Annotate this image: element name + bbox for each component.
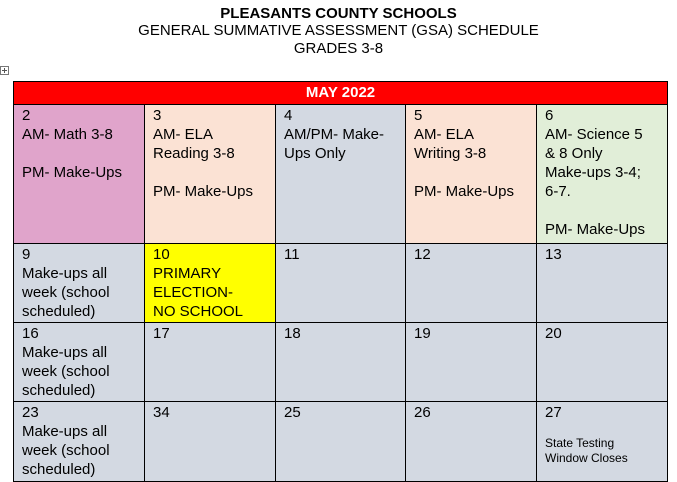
document-title: PLEASANTS COUNTY SCHOOLS: [220, 5, 457, 22]
day-cell-5: 5 AM- ELA Writing 3-8 PM- Make-Ups: [406, 105, 537, 244]
day-cell-20: 20: [537, 323, 668, 402]
day-cell-12: 12: [406, 244, 537, 323]
grades-label: GRADES 3-8: [293, 40, 384, 57]
day-cell-34: 34: [145, 402, 276, 482]
day-cell-4: 4 AM/PM- Make- Ups Only: [276, 105, 406, 244]
week-row: [14, 105, 668, 244]
month-title: MAY 2022: [14, 82, 668, 105]
day-cell-13: 13: [537, 244, 668, 323]
day-cell-23: 23 Make-ups all week (school scheduled): [14, 402, 145, 482]
week-row: [14, 323, 668, 402]
day-cell-19: 19: [406, 323, 537, 402]
day-cell-17: 17: [145, 323, 276, 402]
day-number: 27: [545, 404, 562, 421]
day-cell-16: 16 Make-ups all week (school scheduled): [14, 323, 145, 402]
day-cell-3: 3 AM- ELA Reading 3-8 PM- Make-Ups: [145, 105, 276, 244]
day-cell-6: 6 AM- Science 5 & 8 Only Make-ups 3-4; 6-7. PM- Make-Ups: [537, 105, 668, 244]
week-row: [14, 402, 668, 482]
day-cell-9: 9 Make-ups all week (school scheduled): [14, 244, 145, 323]
day-cell-11: 11: [276, 244, 406, 323]
day-cell-26: 26: [406, 402, 537, 482]
table-move-handle-icon[interactable]: [0, 66, 9, 75]
week-row: [14, 244, 668, 323]
day-cell-25: 25: [276, 402, 406, 482]
testing-window-note: State Testing Window Closes: [545, 436, 628, 465]
calendar-title-row: [14, 82, 668, 105]
day-cell-10: 10 PRIMARY ELECTION- NO SCHOOL: [145, 244, 276, 323]
document-subtitle: GENERAL SUMMATIVE ASSESSMENT (GSA) SCHEDULE: [138, 22, 539, 39]
calendar-table: [13, 81, 668, 482]
day-cell-18: 18: [276, 323, 406, 402]
day-cell-2: 2 AM- Math 3-8 PM- Make-Ups: [14, 105, 145, 244]
day-cell-27: [537, 402, 668, 482]
